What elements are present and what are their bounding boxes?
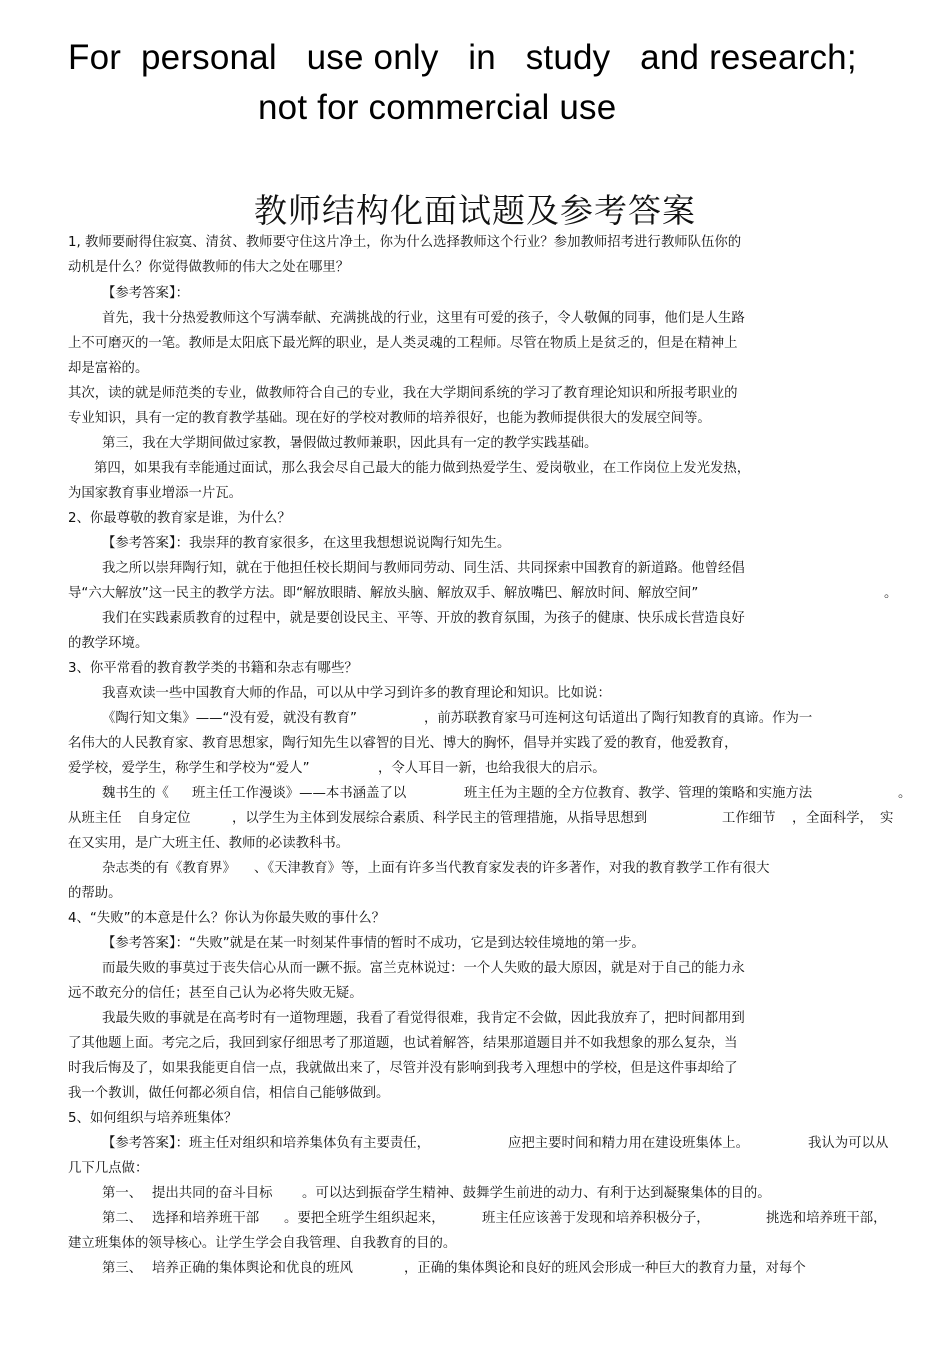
text-line: 第一、	[102, 1186, 143, 1201]
text-line: 首先，我十分热爱教师这个写满奉献、充满挑战的行业，这里有可爱的孩子，令人敬佩的同事，他们是人生路	[102, 311, 745, 326]
text-line: 第三、	[102, 1261, 143, 1276]
text-line: 。可以达到振奋学生精神、鼓舞学生前进的动力、有利于达到凝聚集体的目的。	[302, 1186, 771, 1201]
text-line: 实	[880, 811, 894, 826]
text-line: 【参考答案】：“失败”就是在某一时刻某件事情的暂时不成功，它是到达较佳境地的第一步。	[102, 936, 645, 951]
text-line: 班主任应该善于发现和培养积极分子，	[482, 1211, 710, 1226]
text-line: 魏书生的《	[102, 786, 169, 801]
text-line: 应把主要时间和精力用在建设班集体上。	[508, 1136, 750, 1151]
text-line: ，	[792, 811, 806, 826]
text-line: 工作细节	[722, 811, 776, 826]
text-line: ，前苏联教育家马可连柯这句话道出了陶行知教育的真谛。作为一	[424, 711, 813, 726]
text-line: 我认为可以从	[808, 1136, 889, 1151]
text-line: 名伟大的人民教育家、教育思想家，陶行知先生以睿智的目光、博大的胸怀，倡导并实践了爱的教育，他爱教育，	[68, 736, 738, 751]
text-line: 却是富裕的。	[68, 361, 149, 376]
text-line: 为国家教育事业增添一片瓦。	[68, 486, 243, 501]
text-line: 班主任为主题的全方位教育、教学、管理的策略和实施方法	[464, 786, 813, 801]
question-heading: 2、你最尊敬的教育家是谁，为什么？	[68, 511, 291, 526]
text-line: 在又实用，是广大班主任、教师的必读教科书。	[68, 836, 350, 851]
text-line: 班主任工作漫谈》——本书涵盖了以	[192, 786, 407, 801]
text-line: 《陶行知文集》——“没有爱，就没有教育”	[102, 711, 357, 726]
question-heading: 3、你平常看的教育教学类的书籍和杂志有哪些？	[68, 661, 358, 676]
text-line: 自身定位	[137, 811, 191, 826]
text-line: 提出共同的奋斗目标	[152, 1186, 273, 1201]
text-line: 我一个教训，做任何都必须自信，相信自己能够做到。	[68, 1086, 390, 1101]
text-line: ，令人耳目一新，也给我很大的启示。	[378, 761, 606, 776]
text-line: 。要把全班学生组织起来，	[284, 1211, 445, 1226]
text-line: 。	[884, 586, 898, 601]
text-line: 我最失败的事就是在高考时有一道物理题，我看了看觉得很难，我肯定不会做，因此我放弃了，把时间都用到	[102, 1011, 745, 1026]
text-line: 第二、	[102, 1211, 143, 1226]
text-line: 动机是什么？你觉得做教师的伟大之处在哪里？	[68, 260, 350, 275]
text-line: 【参考答案】：	[102, 286, 190, 301]
text-line: 培养正确的集体舆论和优良的班风	[152, 1261, 353, 1276]
text-line: ，以学生为主体到发展综合素质、科学民主的管理措施，从指导思想到	[232, 811, 648, 826]
text-line: 1, 教师要耐得住寂寞、清贫、教师要守住这片净土，你为什么选择教师这个行业？参加教师招考进行教师队伍你的	[68, 235, 742, 250]
text-line: 杂志类的有《教育界》	[102, 861, 236, 876]
text-line: 我们在实践素质教育的过程中，就是要创设民主、平等、开放的教育氛围，为孩子的健康、快乐成长营造良好	[102, 611, 745, 626]
text-line: 【参考答案】：班主任对组织和培养集体负有主要责任，	[102, 1136, 431, 1151]
text-line: 几下几点做：	[68, 1161, 149, 1176]
text-line: 远不敢充分的信任；甚至自己认为必将失败无疑。	[68, 986, 363, 1001]
text-line: 我喜欢读一些中国教育大师的作品，可以从中学习到许多的教育理论和知识。比如说：	[102, 686, 611, 701]
question-heading: 4、“失败”的本意是什么？你认为你最失败的事什么？	[68, 911, 385, 926]
text-line: 其次，读的就是师范类的专业，做教师符合自己的专业，我在大学期间系统的学习了教育理论知识和所报考职业的	[68, 386, 738, 401]
text-line: ，正确的集体舆论和良好的班风会形成一种巨大的教育力量，对每个	[404, 1261, 806, 1276]
text-line: 、《天津教育》等，上面有许多当代教育家发表的许多著作，对我的教育教学工作有很大	[254, 861, 770, 876]
text-line: 建立班集体的领导核心。让学生学会自我管理、自我教育的目的。	[68, 1236, 457, 1251]
text-line: 从班主任	[68, 811, 122, 826]
text-line: 上不可磨灭的一笔。教师是太阳底下最光辉的职业，是人类灵魂的工程师。尽管在物质上是贫乏的，但是在精神上	[68, 336, 738, 351]
text-line: 第三，我在大学期间做过家教，暑假做过教师兼职，因此具有一定的教学实践基础。	[102, 436, 598, 451]
text-line: 导“六大解放”这一民主的教学方法。即“解放眼睛、解放头脑、解放双手、解放嘴巴、解放时间、解放空间”	[68, 586, 699, 601]
text-line: 爱学校，爱学生，称学生和学校为“爱人”	[68, 761, 310, 776]
text-line: 的帮助。	[68, 886, 122, 901]
document-title: 教师结构化面试题及参考答案	[254, 191, 696, 230]
text-line: 【参考答案】：我崇拜的教育家很多，在这里我想想说说陶行知先生。	[102, 536, 511, 551]
text-line: 。	[898, 786, 912, 801]
watermark-line-1: For personal use only in study and research;	[68, 38, 857, 77]
question-heading: 5、如何组织与培养班集体？	[68, 1111, 238, 1126]
text-line: 了其他题上面。考完之后，我回到家仔细思考了那道题，也试着解答，结果那道题目并不如我想象的那么复杂，当	[68, 1036, 738, 1051]
text-line: 选择和培养班干部	[152, 1211, 260, 1226]
text-line: 的教学环境。	[68, 636, 149, 651]
text-line: 时我后悔及了，如果我能更自信一点，我就做出来了，尽管并没有影响到我考入理想中的学校，但是这件事却给了	[68, 1061, 738, 1076]
text-line: 全面科学，	[806, 811, 873, 826]
text-line: 第四，如果我有幸能通过面试，那么我会尽自己最大的能力做到热爱学生、爱岗敬业，在工作岗位上发光发热，	[94, 461, 751, 476]
text-line: 我之所以崇拜陶行知，就在于他担任校长期间与教师同劳动、同生活、共同探索中国教育的新道路。他曾经倡	[102, 561, 745, 576]
text-line: 挑选和培养班干部，	[766, 1211, 887, 1226]
text-line: 专业知识，具有一定的教育教学基础。现在好的学校对教师的培养很好，也能为教师提供很大的发展空间等。	[68, 411, 711, 426]
text-line: 而最失败的事莫过于丧失信心从而一蹶不振。富兰克林说过：一个人失败的最大原因，就是对于自己的能力永	[102, 961, 745, 976]
watermark-line-2: not for commercial use	[258, 88, 617, 127]
